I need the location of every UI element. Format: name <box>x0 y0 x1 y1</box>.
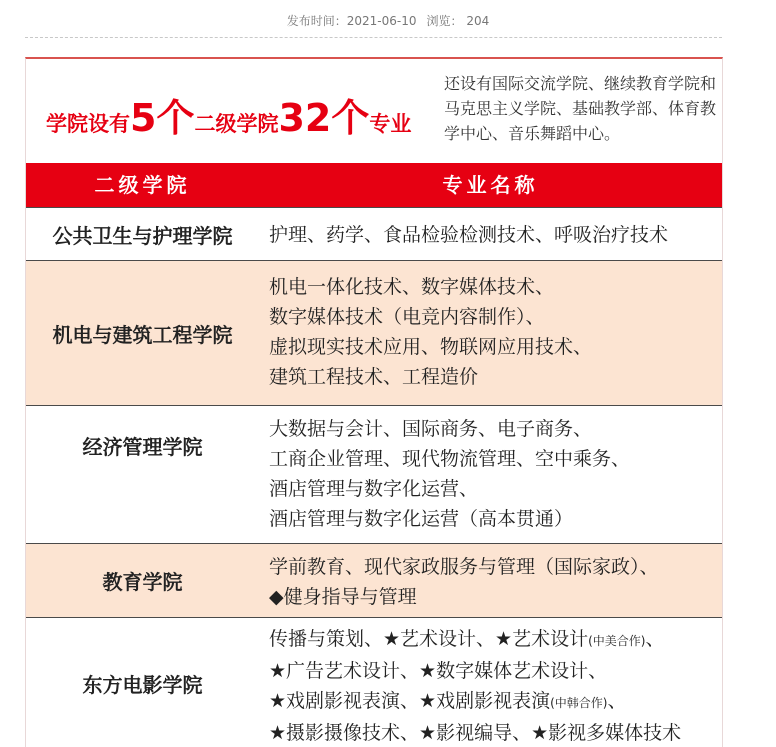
major-line: 数字媒体技术（电竞内容制作）、 <box>269 306 545 328</box>
major-note: (中韩合作) <box>550 696 608 710</box>
publish-date: 2021-06-10 <box>346 14 417 28</box>
major-list <box>269 552 659 612</box>
table-row <box>26 543 722 617</box>
meta-divider <box>25 37 722 38</box>
article-meta <box>0 12 776 29</box>
table-row <box>26 260 722 405</box>
major-line: 学前教育、现代家政服务与管理（国际家政）、 <box>269 556 659 578</box>
major-text: 传播与策划、★艺术设计、★艺术设计 <box>269 628 589 650</box>
major-line: 虚拟现实技术应用、物联网应用技术、 <box>269 336 593 358</box>
table-row <box>26 207 722 260</box>
college-name: 机电与建筑工程学院 <box>52 322 233 347</box>
header-college: 二级学院 <box>94 173 191 197</box>
major-line: 机电一体化技术、数字媒体技术、 <box>269 276 555 298</box>
publish-label: 发布时间： <box>286 14 347 28</box>
major-list <box>269 272 592 392</box>
major-list <box>269 414 630 534</box>
college-name: 公共卫生与护理学院 <box>52 223 233 248</box>
major-text: ★广告艺术设计、★数字媒体艺术设计、 <box>269 660 608 682</box>
banner-suffix: 专业 <box>369 112 412 136</box>
major-line: 大数据与会计、国际商务、电子商务、 <box>269 418 593 440</box>
major-count: 32个 <box>278 96 370 140</box>
college-name: 经济管理学院 <box>82 434 203 459</box>
banner-note: 还设有国际交流学院、继续教育学院和马克思主义学院、基础教学部、体育教学中心、音乐舞蹈中心。 <box>444 74 717 143</box>
article-image <box>25 57 723 747</box>
major-text: ★摄影摄像技术、★影视编导、★影视多媒体技术 <box>269 722 682 744</box>
major-note: (中美合作) <box>588 634 646 648</box>
major-line <box>269 686 681 718</box>
table-row <box>26 617 722 747</box>
major-text: ★戏剧影视表演、★戏剧影视表演 <box>269 690 551 712</box>
college-name: 教育学院 <box>102 570 183 594</box>
table-header <box>26 163 722 207</box>
views-label: 浏览： <box>426 14 463 28</box>
major-list <box>269 624 681 747</box>
views-count: 204 <box>466 14 490 28</box>
header-majors: 专业名称 <box>442 173 539 197</box>
major-separator: 、 <box>645 628 665 650</box>
college-name: 东方电影学院 <box>82 672 203 697</box>
major-separator: 、 <box>607 690 627 712</box>
major-line <box>269 624 681 656</box>
banner <box>26 59 722 163</box>
major-line: 酒店管理与数字化运营（高本贯通） <box>269 508 574 530</box>
major-line: 护理、药学、食品检验检测技术、呼吸治疗技术 <box>269 224 669 246</box>
major-line <box>269 718 681 747</box>
banner-mid: 二级学院 <box>194 112 279 136</box>
college-count: 5个 <box>130 96 195 140</box>
major-line: 工商企业管理、现代物流管理、空中乘务、 <box>269 448 631 470</box>
banner-title <box>46 87 411 142</box>
banner-prefix: 学院设有 <box>46 112 130 136</box>
major-list <box>269 220 668 250</box>
major-line: 酒店管理与数字化运营、 <box>269 478 479 500</box>
table-row <box>26 405 722 543</box>
major-line: 建筑工程技术、工程造价 <box>269 366 479 388</box>
major-line <box>269 656 681 686</box>
major-line: ◆健身指导与管理 <box>269 586 417 608</box>
